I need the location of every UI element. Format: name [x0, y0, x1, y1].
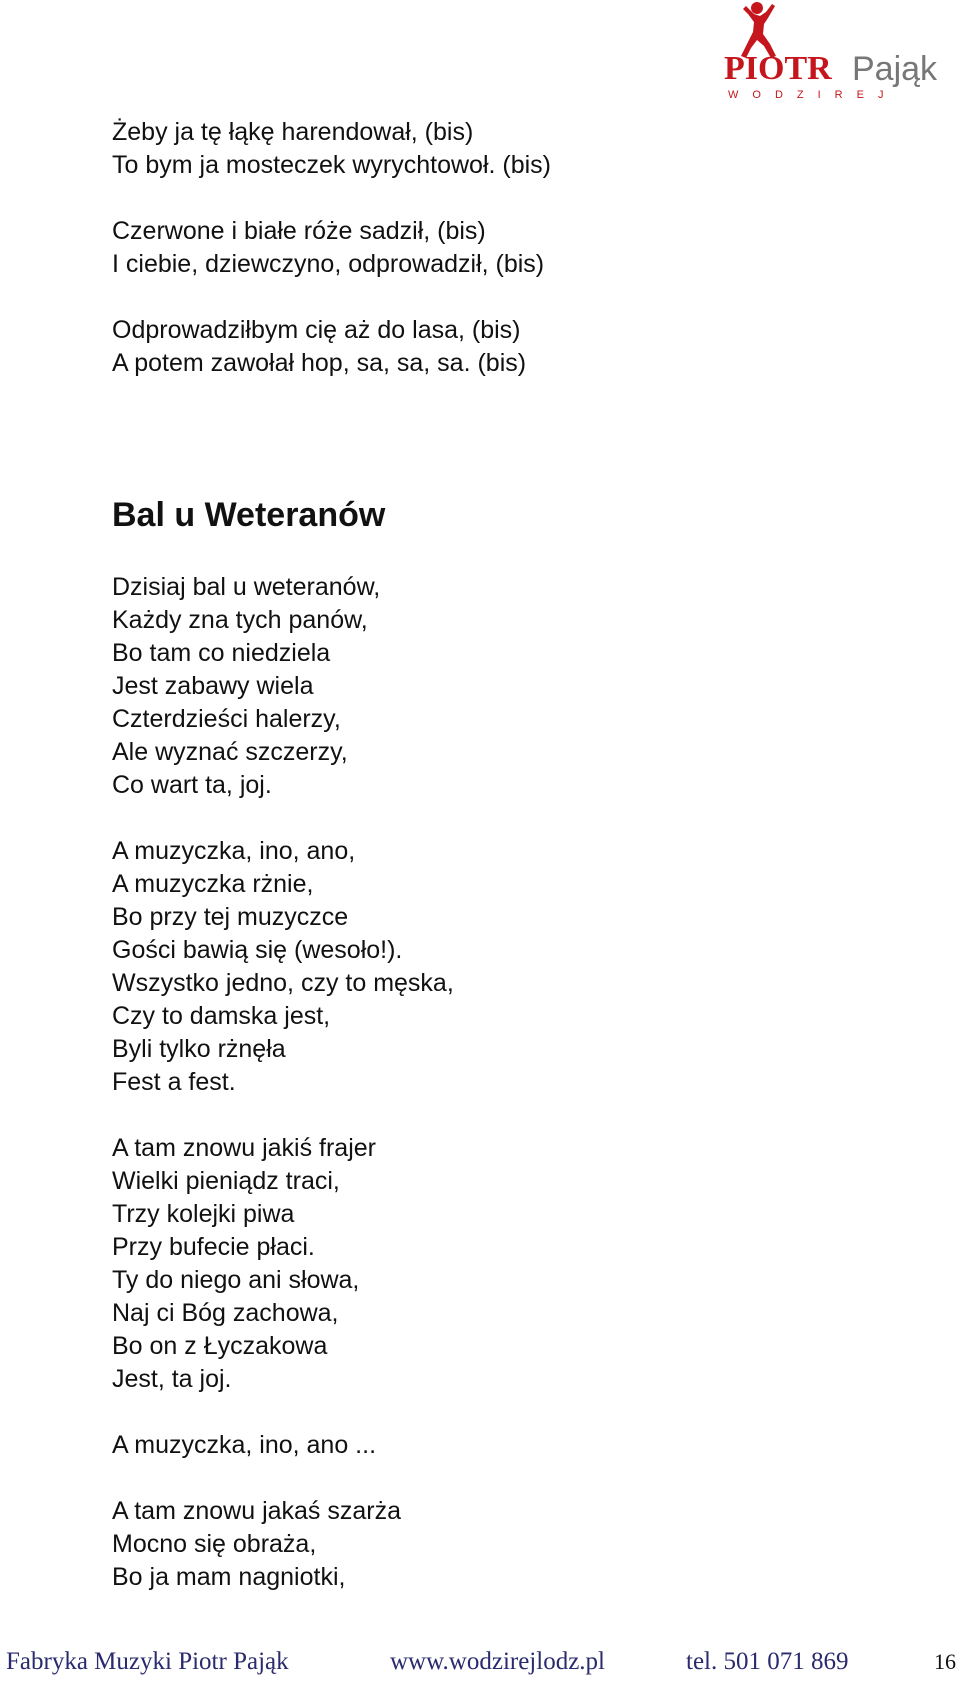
page-number: 16 — [934, 1649, 956, 1674]
song-title: Bal u Weteranów — [112, 496, 386, 534]
lyric-line: Naj ci Bóg zachowa, — [112, 1299, 339, 1327]
footer-company: Fabryka Muzyki Piotr Pająk — [6, 1648, 289, 1675]
logo-text-pajak: Pająk — [852, 50, 938, 88]
song-stanza — [112, 571, 932, 802]
lyric-line: Żeby ja tę łąkę harendował, (bis) — [112, 118, 474, 146]
intro-stanza — [112, 116, 932, 182]
lyric-line: Ale wyznać szczerzy, — [112, 738, 348, 766]
lyric-line: Odprowadziłbym cię aż do lasa, (bis) — [112, 316, 521, 344]
lyric-line: A potem zawołał hop, sa, sa, sa. (bis) — [112, 349, 527, 377]
lyric-line: A muzyczka rżnie, — [112, 870, 314, 898]
lyric-line: Gości bawią się (wesoło!). — [112, 936, 403, 964]
lyric-line: Każdy zna tych panów, — [112, 606, 368, 634]
lyric-line: A tam znowu jakaś szarża — [112, 1497, 402, 1525]
footer-website-link[interactable]: www.wodzirejlodz.pl — [390, 1648, 605, 1675]
brand-logo — [724, 0, 960, 112]
lyric-line: Czerwone i białe róże sadził, (bis) — [112, 217, 486, 245]
lyric-line: Fest a fest. — [112, 1068, 236, 1096]
lyric-line: Jest zabawy wiela — [112, 672, 314, 700]
lyric-line: A muzyczka, ino, ano, — [112, 837, 356, 865]
song-stanza — [112, 835, 932, 1099]
intro-stanza — [112, 314, 932, 380]
footer-phone: tel. 501 071 869 — [686, 1648, 849, 1675]
song-stanza — [112, 1132, 932, 1396]
lyric-line: Bo ja mam nagniotki, — [112, 1563, 346, 1591]
lyric-line: Bo przy tej muzyczce — [112, 903, 349, 931]
lyric-line: Dzisiaj bal u weteranów, — [112, 573, 381, 601]
lyric-line: Co wart ta, joj. — [112, 771, 272, 799]
lyric-line: Trzy kolejki piwa — [112, 1200, 295, 1228]
lyric-line: Bo tam co niedziela — [112, 639, 331, 667]
lyric-line: Czterdzieści halerzy, — [112, 705, 341, 733]
intro-stanza — [112, 215, 932, 281]
lyric-line: Ty do niego ani słowa, — [112, 1266, 360, 1294]
lyric-line: Byli tylko rżnęła — [112, 1035, 286, 1063]
page-footer — [0, 1643, 960, 1681]
lyric-line: A tam znowu jakiś frajer — [112, 1134, 376, 1162]
lyric-line: To bym ja mosteczek wyrychtowoł. (bis) — [112, 151, 552, 179]
lyric-line: Wielki pieniądz traci, — [112, 1167, 340, 1195]
lyric-line: Czy to damska jest, — [112, 1002, 331, 1030]
lyric-line: Przy bufecie płaci. — [112, 1233, 315, 1261]
document-body — [112, 116, 932, 1594]
lyric-line: Mocno się obraża, — [112, 1530, 317, 1558]
song-stanza — [112, 1429, 932, 1462]
song-stanza — [112, 1495, 932, 1594]
lyric-line: Bo on z Łyczakowa — [112, 1332, 328, 1360]
logo-subtitle: WODZIREJ — [728, 89, 898, 101]
lyric-line: I ciebie, dziewczyno, odprowadził, (bis) — [112, 250, 545, 278]
lyric-line: Wszystko jedno, czy to męska, — [112, 969, 454, 997]
lyric-line: A muzyczka, ino, ano ... — [112, 1431, 377, 1459]
lyric-line: Jest, ta joj. — [112, 1365, 232, 1393]
logo-text-piotr: PIOTR — [724, 50, 832, 87]
